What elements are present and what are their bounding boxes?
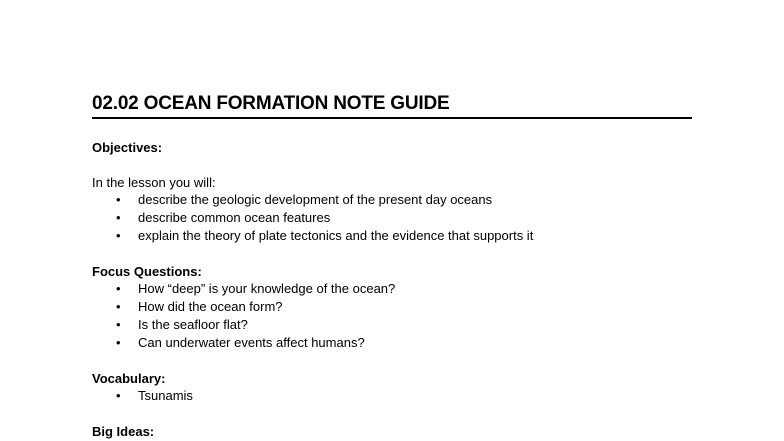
big-ideas-section <box>92 423 692 440</box>
bullet-icon: • <box>116 388 121 403</box>
focus-questions-list <box>92 280 692 352</box>
bullet-icon: • <box>116 210 121 225</box>
bullet-icon: • <box>116 299 121 314</box>
objectives-list <box>92 191 692 245</box>
bullet-icon: • <box>116 281 121 296</box>
list-item-text: explain the theory of plate tectonics and the evidence that supports it <box>138 228 534 243</box>
objectives-heading: Objectives: <box>92 140 163 155</box>
list-item <box>92 227 692 245</box>
vocabulary-list <box>92 387 692 405</box>
bullet-icon: • <box>116 335 121 350</box>
list-item <box>92 298 692 316</box>
vocabulary-heading: Vocabulary: <box>92 371 166 386</box>
list-item <box>92 387 692 405</box>
objectives-intro: In the lesson you will: <box>92 175 216 190</box>
bullet-icon: • <box>116 192 121 207</box>
bullet-icon: • <box>116 228 121 243</box>
list-item <box>92 280 692 298</box>
big-ideas-heading: Big Ideas: <box>92 424 155 439</box>
vocabulary-section <box>92 370 692 405</box>
focus-questions-section <box>92 263 692 352</box>
document-title: 02.02 OCEAN FORMATION NOTE GUIDE <box>92 93 692 119</box>
list-item <box>92 334 692 352</box>
list-item <box>92 209 692 227</box>
list-item-text: Is the seafloor flat? <box>138 317 248 332</box>
list-item-text: How did the ocean form? <box>138 299 283 314</box>
list-item-text: Tsunamis <box>138 388 193 403</box>
focus-questions-heading: Focus Questions: <box>92 264 202 279</box>
list-item <box>92 316 692 334</box>
list-item <box>92 191 692 209</box>
list-item-text: describe the geologic development of the present day oceans <box>138 192 493 207</box>
list-item-text: Can underwater events affect humans? <box>138 335 365 350</box>
note-guide <box>92 93 692 440</box>
bullet-icon: • <box>116 317 121 332</box>
objectives-section <box>92 139 692 245</box>
list-item-text: How “deep” is your knowledge of the ocean? <box>138 281 396 296</box>
list-item-text: describe common ocean features <box>138 210 331 225</box>
